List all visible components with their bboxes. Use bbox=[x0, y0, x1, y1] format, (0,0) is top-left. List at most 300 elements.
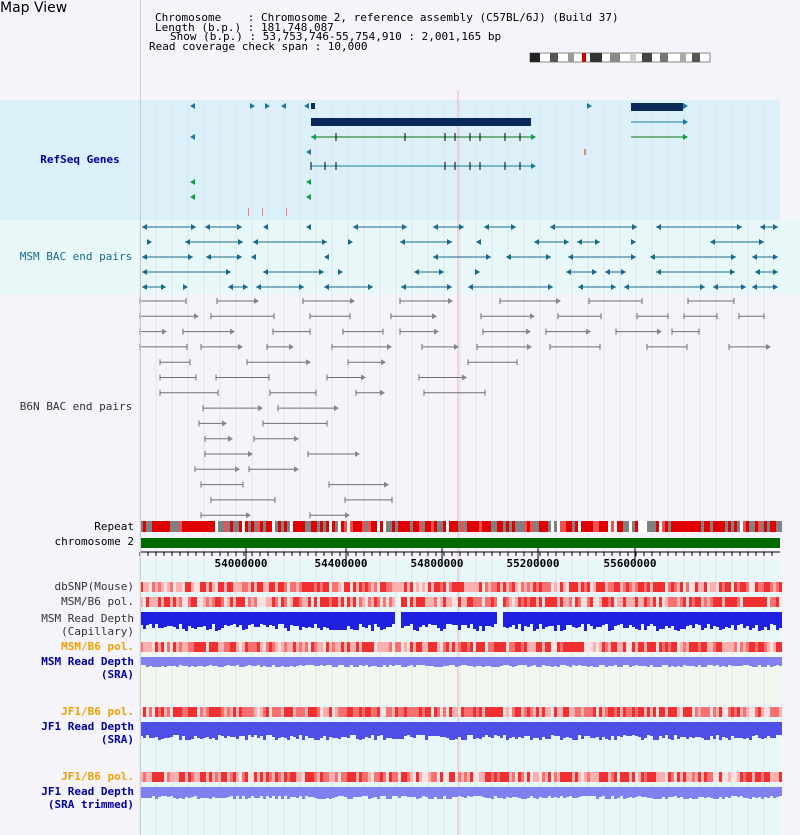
jf1-read-depth-sra-bar bbox=[767, 722, 770, 736]
jf1-read-depth-sra-bar bbox=[746, 722, 749, 738]
jf1-read-depth-sra-bar bbox=[584, 722, 587, 736]
jf1-read-depth-trim-bar bbox=[677, 787, 680, 798]
jf1-read-depth-trim-bar bbox=[329, 787, 332, 799]
dbsnp-cell bbox=[470, 582, 473, 592]
jf1-b6-pol-2-cell bbox=[560, 772, 563, 782]
msm-b6-pol-cell bbox=[743, 597, 746, 607]
dbsnp-cell bbox=[779, 582, 782, 592]
msm-read-depth-cap-bar bbox=[635, 612, 638, 629]
jf1-b6-pol-2-cell bbox=[542, 772, 545, 782]
msm-b6-pol-sra-cell bbox=[749, 642, 752, 652]
repeat-segment bbox=[344, 521, 347, 532]
repeat-segment bbox=[629, 521, 632, 532]
jf1-b6-pol-cell bbox=[509, 707, 512, 717]
jf1-read-depth-trim-bar bbox=[716, 787, 719, 799]
msm-read-depth-sra-bar bbox=[518, 657, 521, 665]
dbsnp-cell bbox=[164, 582, 167, 592]
repeat-segment bbox=[221, 521, 224, 532]
jf1-b6-pol-2-cell bbox=[737, 772, 740, 782]
msm-b6-pol-sra-cell bbox=[413, 642, 416, 652]
msm-b6-pol-sra-cell bbox=[251, 642, 254, 652]
repeat-segment bbox=[260, 521, 263, 532]
jf1-b6-pol-2-cell bbox=[494, 772, 497, 782]
msm-read-depth-sra-bar bbox=[656, 657, 659, 667]
repeat-segment bbox=[596, 521, 599, 532]
repeat-segment bbox=[389, 521, 392, 532]
jf1-b6-pol-cell bbox=[533, 707, 536, 717]
msm-read-depth-sra-bar bbox=[287, 657, 290, 667]
msm-read-depth-sra-bar bbox=[164, 657, 167, 667]
msm-read-depth-sra-bar bbox=[596, 657, 599, 667]
dbsnp-cell bbox=[617, 582, 620, 592]
jf1-b6-pol-2-cell bbox=[530, 772, 533, 782]
msm-b6-pol-sra-cell bbox=[395, 642, 398, 652]
dbsnp-cell bbox=[686, 582, 689, 592]
jf1-b6-pol-cell bbox=[416, 707, 419, 717]
jf1-read-depth-sra-bar bbox=[764, 722, 767, 738]
jf1-b6-pol-2-cell bbox=[668, 772, 671, 782]
repeat-segment bbox=[146, 521, 149, 532]
msm-b6-pol-cell bbox=[668, 597, 671, 607]
jf1-read-depth-sra-bar bbox=[395, 722, 398, 739]
repeat-segment bbox=[374, 521, 377, 532]
jf1-read-depth-sra-bar bbox=[491, 722, 494, 738]
jf1-b6-pol-cell bbox=[710, 707, 713, 717]
msm-read-depth-cap-bar bbox=[380, 612, 383, 630]
msm-b6-pol-cell bbox=[752, 597, 755, 607]
jf1-read-depth-trim-bar bbox=[323, 787, 326, 799]
msm-read-depth-cap-bar bbox=[566, 612, 569, 625]
dbsnp-cell bbox=[590, 582, 593, 592]
jf1-b6-pol-cell bbox=[464, 707, 467, 717]
jf1-read-depth-sra-bar bbox=[290, 722, 293, 736]
msm-read-depth-sra-bar bbox=[611, 657, 614, 666]
msm-b6-pol-sra-cell bbox=[200, 642, 203, 652]
msm-b6-pol-sra-cell bbox=[731, 642, 734, 652]
jf1-read-depth-sra-bar bbox=[179, 722, 182, 740]
jf1-read-depth-trim-bar bbox=[719, 787, 722, 797]
dbsnp-cell bbox=[488, 582, 491, 592]
jf1-read-depth-sra-bar bbox=[533, 722, 536, 738]
dbsnp-cell bbox=[428, 582, 431, 592]
jf1-b6-pol-2-cell bbox=[506, 772, 509, 782]
msm-b6-pol-cell bbox=[569, 597, 572, 607]
dbsnp-cell bbox=[740, 582, 743, 592]
msm-read-depth-sra-bar bbox=[719, 657, 722, 667]
jf1-b6-pol-cell bbox=[323, 707, 326, 717]
msm-b6-pol-sra-cell bbox=[245, 642, 248, 652]
msm-b6-pol-sra-cell bbox=[713, 642, 716, 652]
jf1-b6-pol-cell bbox=[542, 707, 545, 717]
msm-b6-pol-cell bbox=[512, 597, 515, 607]
msm-b6-pol-sra-cell bbox=[374, 642, 377, 652]
jf1-read-depth-trim-bar bbox=[179, 787, 182, 798]
jf1-b6-pol-2-cell bbox=[551, 772, 554, 782]
jf1-read-depth-sra-bar bbox=[248, 722, 251, 735]
msm-b6-pol-cell bbox=[581, 597, 584, 607]
dbsnp-cell bbox=[344, 582, 347, 592]
repeat-segment bbox=[455, 521, 458, 532]
msm-read-depth-cap-bar bbox=[656, 612, 659, 631]
jf1-read-depth-sra-bar bbox=[422, 722, 425, 735]
jf1-read-depth-sra-bar bbox=[476, 722, 479, 738]
jf1-b6-pol-cell bbox=[329, 707, 332, 717]
jf1-read-depth-sra-bar bbox=[593, 722, 596, 738]
msm-read-depth-sra-bar bbox=[227, 657, 230, 665]
jf1-read-depth-sra-bar bbox=[473, 722, 476, 739]
msm-read-depth-cap-bar bbox=[704, 612, 707, 628]
dbsnp-cell bbox=[182, 582, 185, 592]
msm-b6-pol-sra-cell bbox=[578, 642, 581, 652]
msm-read-depth-sra-bar bbox=[299, 657, 302, 665]
jf1-b6-pol-cell bbox=[434, 707, 437, 717]
jf1-b6-pol-cell bbox=[194, 707, 197, 717]
jf1-read-depth-trim-bar bbox=[194, 787, 197, 796]
jf1-read-depth-sra-bar bbox=[623, 722, 626, 735]
msm-read-depth-cap-bar bbox=[284, 612, 287, 628]
msm-b6-pol-cell bbox=[344, 597, 347, 607]
msm-b6-pol-cell bbox=[677, 597, 680, 607]
dbsnp-cell bbox=[596, 582, 599, 592]
dbsnp-cell bbox=[647, 582, 650, 592]
msm-read-depth-sra-bar bbox=[578, 657, 581, 665]
dbsnp-cell bbox=[713, 582, 716, 592]
repeat-segment bbox=[173, 521, 176, 532]
msm-read-depth-sra-bar bbox=[419, 657, 422, 665]
msm-b6-pol-sra-cell bbox=[755, 642, 758, 652]
jf1-read-depth-trim-bar bbox=[560, 787, 563, 796]
msm-b6-pol-cell bbox=[734, 597, 737, 607]
msm-read-depth-cap-bar bbox=[365, 612, 368, 628]
jf1-read-depth-sra-bar bbox=[635, 722, 638, 736]
msm-read-depth-sra-bar bbox=[239, 657, 242, 667]
jf1-b6-pol-2-cell bbox=[368, 772, 371, 782]
msm-read-depth-cap-bar bbox=[668, 612, 671, 628]
jf1-read-depth-trim-bar bbox=[482, 787, 485, 797]
msm-b6-pol-sra-cell bbox=[488, 642, 491, 652]
jf1-read-depth-trim-bar bbox=[164, 787, 167, 796]
msm-read-depth-cap-bar bbox=[476, 612, 479, 631]
repeat-segment bbox=[692, 521, 695, 532]
msm-b6-pol-cell bbox=[641, 597, 644, 607]
jf1-read-depth-sra-bar bbox=[296, 722, 299, 739]
jf1-b6-pol-cell bbox=[737, 707, 740, 717]
jf1-b6-pol-2-cell bbox=[326, 772, 329, 782]
repeat-segment bbox=[218, 521, 221, 532]
track-label-chromosome: chromosome 2 bbox=[54, 535, 134, 548]
msm-read-depth-sra-bar bbox=[284, 657, 287, 667]
repeat-segment bbox=[536, 521, 539, 532]
dbsnp-cell bbox=[485, 582, 488, 592]
msm-b6-pol-cell bbox=[374, 597, 377, 607]
msm-read-depth-sra-bar bbox=[644, 657, 647, 666]
jf1-read-depth-sra-bar bbox=[737, 722, 740, 738]
msm-b6-pol-sra-cell bbox=[734, 642, 737, 652]
msm-read-depth-sra-bar bbox=[779, 657, 782, 666]
b6n-bac-end bbox=[432, 313, 437, 319]
jf1-b6-pol-cell bbox=[245, 707, 248, 717]
msm-read-depth-cap-bar bbox=[440, 612, 443, 631]
msm-read-depth-cap-bar bbox=[599, 612, 602, 627]
jf1-b6-pol-cell bbox=[569, 707, 572, 717]
msm-read-depth-cap-bar bbox=[272, 612, 275, 626]
msm-b6-pol-cell bbox=[518, 597, 521, 607]
gene-block-large bbox=[311, 118, 531, 126]
msm-read-depth-cap-bar bbox=[245, 612, 248, 629]
jf1-b6-pol-2-cell bbox=[623, 772, 626, 782]
msm-b6-pol-cell bbox=[575, 597, 578, 607]
msm-read-depth-sra-bar bbox=[458, 657, 461, 666]
dbsnp-cell bbox=[392, 582, 395, 592]
jf1-b6-pol-cell bbox=[149, 707, 152, 717]
track-label-refseq[interactable]: RefSeq Genes bbox=[40, 153, 120, 166]
msm-read-depth-cap-bar bbox=[185, 612, 188, 631]
msm-b6-pol-sra-cell bbox=[548, 642, 551, 652]
msm-read-depth-sra-bar bbox=[464, 657, 467, 665]
jf1-b6-pol-cell bbox=[452, 707, 455, 717]
repeat-segment bbox=[659, 521, 662, 532]
b6n-bac-end bbox=[238, 344, 243, 350]
jf1-read-depth-trim-bar bbox=[218, 787, 221, 798]
jf1-read-depth-trim-bar bbox=[440, 787, 443, 799]
repeat-segment bbox=[239, 521, 242, 532]
msm-b6-pol-cell bbox=[176, 597, 179, 607]
msm-b6-pol-cell bbox=[182, 597, 185, 607]
msm-b6-pol-sra-cell bbox=[260, 642, 263, 652]
jf1-read-depth-trim-bar bbox=[161, 787, 164, 796]
dbsnp-cell bbox=[317, 582, 320, 592]
msm-b6-pol-cell bbox=[536, 597, 539, 607]
jf1-b6-pol-cell bbox=[167, 707, 170, 717]
msm-b6-pol-sra-cell bbox=[779, 642, 782, 652]
jf1-b6-pol-2-cell bbox=[143, 772, 146, 782]
msm-read-depth-sra-bar bbox=[308, 657, 311, 665]
jf1-read-depth-trim-bar bbox=[743, 787, 746, 798]
msm-b6-pol-sra-cell bbox=[536, 642, 539, 652]
msm-b6-pol-sra-cell bbox=[266, 642, 269, 652]
jf1-b6-pol-cell bbox=[764, 707, 767, 717]
msm-read-depth-sra-bar bbox=[713, 657, 716, 666]
jf1-b6-pol-2-cell bbox=[269, 772, 272, 782]
msm-b6-pol-cell bbox=[485, 597, 488, 607]
msm-read-depth-cap-bar bbox=[386, 612, 389, 627]
jf1-b6-pol-2-cell bbox=[728, 772, 731, 782]
repeat-segment bbox=[233, 521, 236, 532]
msm-b6-pol-cell bbox=[533, 597, 536, 607]
msm-read-depth-cap-bar bbox=[425, 612, 428, 627]
jf1-b6-pol-2-cell bbox=[266, 772, 269, 782]
jf1-read-depth-sra-bar bbox=[632, 722, 635, 735]
msm-b6-pol-sra-cell bbox=[560, 642, 563, 652]
jf1-read-depth-sra-bar bbox=[641, 722, 644, 740]
msm-b6-pol-cell bbox=[509, 597, 512, 607]
b6n-bac-end bbox=[355, 451, 360, 457]
msm-read-depth-sra-bar bbox=[548, 657, 551, 666]
jf1-read-depth-sra-bar bbox=[434, 722, 437, 736]
jf1-read-depth-sra-bar bbox=[575, 722, 578, 740]
msm-b6-pol-sra-cell bbox=[218, 642, 221, 652]
msm-read-depth-cap-bar bbox=[143, 612, 146, 629]
repeat-segment bbox=[209, 521, 212, 532]
jf1-read-depth-trim-bar bbox=[269, 787, 272, 798]
track-label-msm-bac[interactable]: MSM BAC end pairs bbox=[19, 250, 133, 263]
jf1-read-depth-trim-bar bbox=[473, 787, 476, 796]
msm-read-depth-sra-bar bbox=[278, 657, 281, 667]
dbsnp-cell bbox=[395, 582, 398, 592]
track-label-b6n-bac[interactable]: B6N BAC end pairs bbox=[19, 400, 133, 413]
jf1-read-depth-trim-bar bbox=[623, 787, 626, 799]
msm-b6-pol-cell bbox=[257, 597, 260, 607]
jf1-read-depth-sra-bar bbox=[677, 722, 680, 739]
repeat-segment bbox=[551, 521, 554, 532]
jf1-b6-pol-cell bbox=[719, 707, 722, 717]
msm-read-depth-cap-bar bbox=[212, 612, 215, 624]
jf1-b6-pol-cell bbox=[425, 707, 428, 717]
jf1-b6-pol-cell bbox=[317, 707, 320, 717]
repeat-segment bbox=[704, 521, 707, 532]
dbsnp-cell bbox=[275, 582, 278, 592]
jf1-read-depth-trim-bar bbox=[689, 787, 692, 798]
jf1-read-depth-trim-bar bbox=[182, 787, 185, 799]
repeat-segment bbox=[533, 521, 536, 532]
jf1-read-depth-trim-bar bbox=[731, 787, 734, 796]
dbsnp-cell bbox=[254, 582, 257, 592]
repeat-segment bbox=[368, 521, 371, 532]
msm-read-depth-cap-bar bbox=[416, 612, 419, 631]
msm-read-depth-cap-bar bbox=[317, 612, 320, 628]
msm-b6-pol-cell bbox=[449, 597, 452, 607]
jf1-read-depth-sra-bar bbox=[392, 722, 395, 739]
jf1-b6-pol-2-cell bbox=[374, 772, 377, 782]
msm-read-depth-cap-bar bbox=[356, 612, 359, 630]
msm-b6-pol-cell bbox=[611, 597, 614, 607]
msm-read-depth-sra-bar bbox=[746, 657, 749, 665]
msm-b6-pol-sra-cell bbox=[215, 642, 218, 652]
msm-read-depth-sra-bar bbox=[197, 657, 200, 666]
repeat-segment bbox=[392, 521, 395, 532]
dbsnp-cell bbox=[206, 582, 209, 592]
jf1-read-depth-sra-bar bbox=[353, 722, 356, 735]
jf1-b6-pol-cell bbox=[548, 707, 551, 717]
msm-b6-pol-sra-cell bbox=[356, 642, 359, 652]
msm-b6-pol-sra-cell bbox=[407, 642, 410, 652]
repeat-segment bbox=[257, 521, 260, 532]
msm-b6-pol-sra-cell bbox=[362, 642, 365, 652]
dbsnp-cell bbox=[707, 582, 710, 592]
jf1-b6-pol-2-cell bbox=[473, 772, 476, 782]
msm-read-depth-cap-bar bbox=[374, 612, 377, 624]
msm-b6-pol-cell bbox=[173, 597, 176, 607]
repeat-segment bbox=[617, 521, 620, 532]
jf1-read-depth-sra-bar bbox=[530, 722, 533, 740]
dbsnp-cell bbox=[536, 582, 539, 592]
jf1-read-depth-sra-bar bbox=[365, 722, 368, 737]
jf1-b6-pol-cell bbox=[146, 707, 149, 717]
dbsnp-cell bbox=[227, 582, 230, 592]
msm-read-depth-sra-bar bbox=[632, 657, 635, 666]
jf1-b6-pol-2-cell bbox=[401, 772, 404, 782]
msm-read-depth-cap-bar bbox=[485, 612, 488, 626]
repeat-segment bbox=[626, 521, 629, 532]
msm-read-depth-cap-bar bbox=[692, 612, 695, 628]
dbsnp-cell bbox=[341, 582, 344, 592]
msm-read-depth-sra-bar bbox=[149, 657, 152, 666]
jf1-read-depth-sra-bar bbox=[758, 722, 761, 738]
repeat-segment bbox=[431, 521, 434, 532]
jf1-read-depth-trim-bar bbox=[260, 787, 263, 796]
msm-read-depth-cap-bar bbox=[662, 612, 665, 629]
gene-mark bbox=[248, 208, 249, 216]
jf1-read-depth-sra-bar bbox=[320, 722, 323, 738]
jf1-read-depth-trim-bar bbox=[326, 787, 329, 798]
b6n-bac-end bbox=[194, 313, 199, 319]
dbsnp-cell bbox=[743, 582, 746, 592]
msm-b6-pol-sra-cell bbox=[206, 642, 209, 652]
msm-b6-pol-cell bbox=[164, 597, 167, 607]
jf1-read-depth-trim-bar bbox=[143, 787, 146, 798]
jf1-b6-pol-2-cell bbox=[677, 772, 680, 782]
dbsnp-cell bbox=[629, 582, 632, 592]
jf1-read-depth-trim-bar bbox=[503, 787, 506, 799]
jf1-read-depth-trim-bar bbox=[722, 787, 725, 799]
msm-read-depth-cap-bar bbox=[551, 612, 554, 626]
msm-read-depth-cap-bar bbox=[263, 612, 266, 625]
jf1-read-depth-trim-bar bbox=[695, 787, 698, 799]
jf1-read-depth-trim-bar bbox=[644, 787, 647, 797]
msm-read-depth-cap-bar bbox=[671, 612, 674, 626]
dbsnp-cell bbox=[338, 582, 341, 592]
msm-read-depth-sra-bar bbox=[641, 657, 644, 666]
jf1-b6-pol-cell bbox=[350, 707, 353, 717]
jf1-read-depth-trim-bar bbox=[764, 787, 767, 797]
dbsnp-cell bbox=[683, 582, 686, 592]
repeat-segment bbox=[500, 521, 503, 532]
jf1-b6-pol-2-cell bbox=[416, 772, 419, 782]
jf1-b6-pol-2-cell bbox=[365, 772, 368, 782]
msm-read-depth-sra-bar bbox=[494, 657, 497, 667]
msm-read-depth-cap-bar bbox=[680, 612, 683, 629]
msm-b6-pol-cell bbox=[299, 597, 302, 607]
msm-b6-pol-cell bbox=[380, 597, 383, 607]
jf1-read-depth-trim-bar bbox=[464, 787, 467, 798]
jf1-b6-pol-2-cell bbox=[155, 772, 158, 782]
msm-read-depth-cap-bar bbox=[515, 612, 518, 629]
dbsnp-cell bbox=[146, 582, 149, 592]
jf1-b6-pol-cell bbox=[395, 707, 398, 717]
repeat-segment bbox=[719, 521, 722, 532]
dbsnp-cell bbox=[656, 582, 659, 592]
repeat-segment bbox=[296, 521, 299, 532]
jf1-read-depth-sra-bar bbox=[563, 722, 566, 738]
jf1-read-depth-trim-bar bbox=[377, 787, 380, 799]
msm-b6-pol-cell bbox=[431, 597, 434, 607]
repeat-segment bbox=[278, 521, 281, 532]
jf1-b6-pol-2-cell bbox=[554, 772, 557, 782]
jf1-b6-pol-cell bbox=[182, 707, 185, 717]
jf1-b6-pol-2-cell bbox=[350, 772, 353, 782]
left-border bbox=[140, 0, 141, 835]
msm-read-depth-sra-bar bbox=[359, 657, 362, 665]
jf1-b6-pol-2-cell bbox=[239, 772, 242, 782]
jf1-b6-pol-cell bbox=[728, 707, 731, 717]
msm-read-depth-cap-bar bbox=[584, 612, 587, 631]
msm-read-depth-sra-bar bbox=[209, 657, 212, 665]
jf1-read-depth-trim-bar bbox=[635, 787, 638, 797]
jf1-read-depth-sra-bar bbox=[524, 722, 527, 736]
msm-read-depth-cap-bar bbox=[146, 612, 149, 625]
jf1-b6-pol-2-cell bbox=[407, 772, 410, 782]
msm-read-depth-sra-bar bbox=[275, 657, 278, 667]
